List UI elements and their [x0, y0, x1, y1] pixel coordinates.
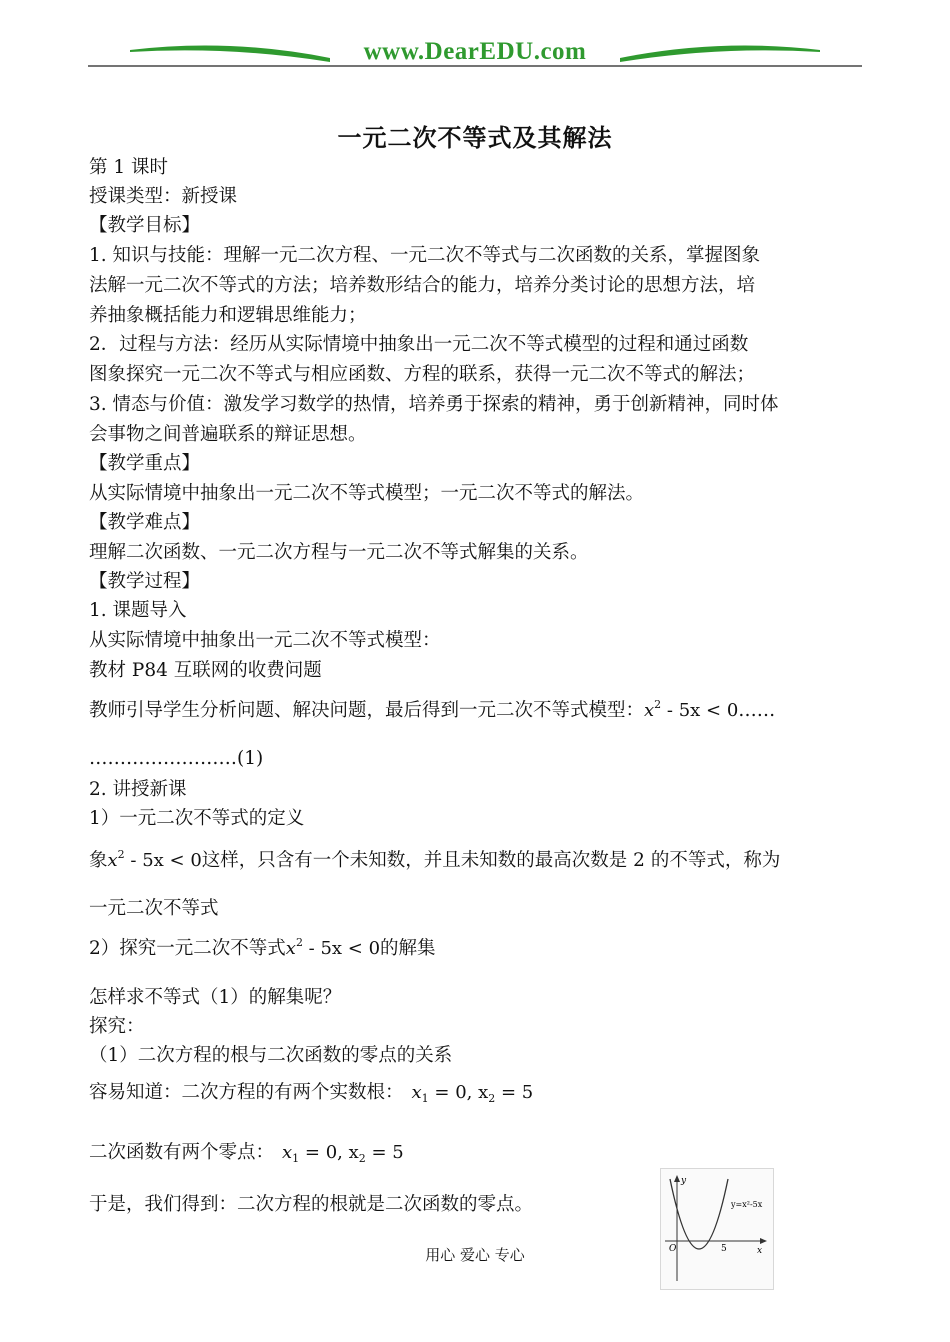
text-line-with-formula	[89, 930, 436, 962]
formula-roots: $x_1 = 0$, $x_2 = 5$	[411, 1082, 534, 1105]
text-line: 一元二次不等式	[89, 898, 219, 919]
text-fragment: ……	[738, 700, 776, 721]
text-line: 会事物之间普遍联系的辩证思想。	[89, 424, 367, 445]
formula-inequality: $x^2 - 5x < 0$	[285, 936, 381, 959]
section-heading-goals: 【教学目标】	[89, 215, 201, 236]
text-line-with-formula	[89, 1080, 533, 1112]
text-line: 1. 课题导入	[89, 600, 187, 621]
text-line: 2. 讲授新课	[89, 779, 187, 800]
text-line: 1. 知识与技能：理解一元二次方程、一元二次不等式与二次函数的关系，掌握图象	[89, 245, 761, 266]
text-line-with-formula	[89, 1140, 404, 1172]
site-header	[0, 0, 950, 80]
text-line: 怎样求不等式（1）的解集呢？	[89, 987, 342, 1008]
text-line: 养抽象概括能力和逻辑思维能力；	[89, 305, 367, 326]
page-title: 一元二次不等式及其解法	[337, 123, 613, 152]
text-line-with-formula	[89, 842, 780, 874]
section-heading-process: 【教学过程】	[89, 571, 201, 592]
parabola-figure	[660, 1168, 774, 1290]
text-line: 理解二次函数、一元二次方程与一元二次不等式解集的关系。	[89, 542, 589, 563]
text-fragment: 的解集	[380, 938, 436, 959]
text-line: 图象探究一元二次不等式与相应函数、方程的联系，获得一元二次不等式的解法；	[89, 364, 756, 385]
tick-label-5: 5	[721, 1244, 727, 1254]
text-fragment: 这样，只含有一个未知数，并且未知数的最高次数是 2 的不等式，称为	[201, 850, 781, 871]
y-axis-arrow	[674, 1175, 680, 1182]
formula-inequality: $x^2 - 5x < 0$	[644, 698, 739, 721]
section-heading-difficulties: 【教学难点】	[89, 512, 201, 533]
site-logo-text: www.DearEDU.com	[363, 38, 587, 65]
formula-inequality: $x^2 - 5x < 0$	[107, 848, 202, 871]
formula-zeros: $x_1 = 0$, $x_2 = 5$	[282, 1142, 404, 1165]
parabola-graph	[661, 1169, 773, 1289]
text-line: 从实际情境中抽象出一元二次不等式模型；一元二次不等式的解法。	[89, 483, 645, 504]
section-heading-key-points: 【教学重点】	[89, 453, 201, 474]
text-line: 于是，我们得到：二次方程的根就是二次函数的零点。	[89, 1194, 534, 1215]
x-axis-label: x	[757, 1246, 763, 1256]
text-line: 教材 P84 互联网的收费问题	[89, 660, 322, 681]
text-line: 3. 情态与价值：激发学习数学的热情，培养勇于探索的精神，勇于创新精神，同时体	[89, 394, 779, 415]
y-axis-label: y	[681, 1176, 687, 1186]
text-line: （1）二次方程的根与二次函数的零点的关系	[89, 1045, 453, 1066]
parabola-curve	[670, 1179, 728, 1249]
curve-label: y=x²-5x	[731, 1200, 763, 1209]
text-fragment: 2）探究一元二次不等式	[89, 938, 286, 959]
origin-label: O	[669, 1244, 677, 1254]
text-line: 从实际情境中抽象出一元二次不等式模型：	[89, 630, 441, 651]
text-line: 2．过程与方法：经历从实际情境中抽象出一元二次不等式模型的过程和通过函数	[89, 334, 749, 355]
text-line-with-formula	[89, 692, 775, 724]
text-line: 1）一元二次不等式的定义	[89, 808, 305, 829]
text-fragment: 容易知道：二次方程的有两个实数根：	[89, 1082, 404, 1103]
lesson-type: 授课类型：新授课	[89, 186, 238, 207]
lesson-number: 第 1 课时	[89, 157, 169, 178]
text-fragment: 教师引导学生分析问题、解决问题，最后得到一元二次不等式模型：	[89, 700, 645, 721]
text-fragment: 象	[89, 850, 108, 871]
text-line: 探究：	[89, 1016, 145, 1037]
text-fragment: 二次函数有两个零点：	[89, 1142, 275, 1163]
text-line: 法解一元二次不等式的方法；培养数形结合的能力，培养分类讨论的思想方法，培	[89, 275, 756, 296]
text-line: ……………………(1)	[89, 748, 264, 769]
page-footer: 用心 爱心 专心	[425, 1246, 525, 1264]
